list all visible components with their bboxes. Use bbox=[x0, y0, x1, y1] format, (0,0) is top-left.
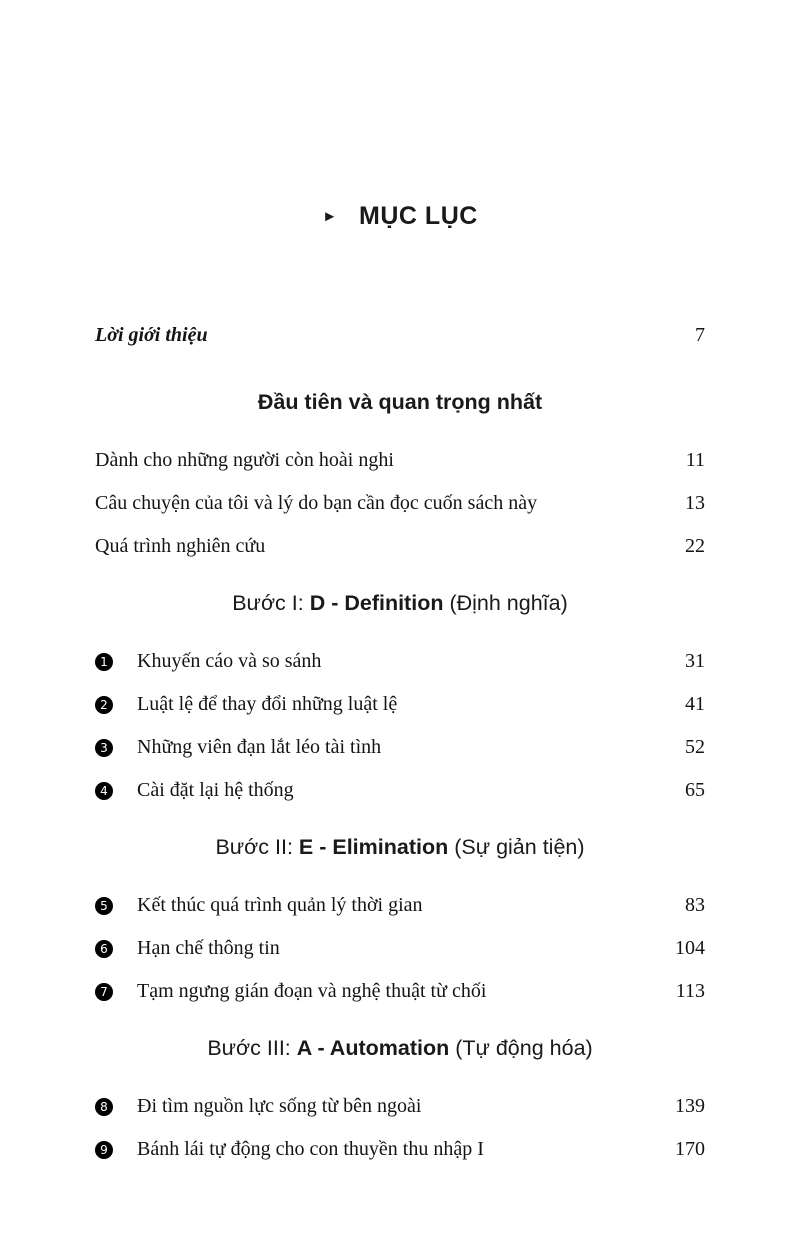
toc-entry bbox=[95, 893, 705, 917]
numbered-circle-icon: 6 bbox=[95, 940, 113, 958]
toc-entry bbox=[95, 936, 705, 960]
entry-label: Cài đặt lại hệ thống bbox=[137, 779, 294, 801]
numbered-circle-icon: 2 bbox=[95, 696, 113, 714]
heading-suffix: (Định nghĩa) bbox=[443, 591, 568, 615]
heading-suffix: (Sự giản tiện) bbox=[448, 835, 585, 859]
entry-label: Dành cho những người còn hoài nghi bbox=[95, 449, 394, 471]
numbered-circle-icon: 3 bbox=[95, 739, 113, 757]
section-heading-step2 bbox=[95, 834, 705, 860]
entry-label: Đi tìm nguồn lực sống từ bên ngoài bbox=[137, 1095, 422, 1117]
heading-emphasis: Đầu tiên và quan trọng nhất bbox=[257, 390, 543, 414]
toc-entry bbox=[95, 692, 705, 716]
heading-prefix: Bước I: bbox=[232, 591, 310, 615]
entry-page-number: 13 bbox=[685, 492, 705, 514]
entry-page-number: 11 bbox=[685, 449, 705, 471]
triangle-bullet-icon: ► bbox=[322, 208, 338, 225]
entry-page-number: 22 bbox=[685, 535, 705, 557]
toc-entry bbox=[95, 778, 705, 802]
entry-page-number: 104 bbox=[675, 937, 705, 959]
heading-prefix: Bước III: bbox=[207, 1036, 297, 1060]
section-heading-first bbox=[95, 389, 705, 415]
toc-entry bbox=[95, 448, 705, 472]
heading-suffix: (Tự động hóa) bbox=[449, 1036, 593, 1060]
entry-label: Lời giới thiệu bbox=[95, 324, 208, 346]
entry-label: Những viên đạn lắt léo tài tình bbox=[137, 736, 382, 758]
toc-entry bbox=[95, 979, 705, 1003]
entry-page-number: 31 bbox=[685, 650, 705, 672]
heading-emphasis: A - Automation bbox=[296, 1036, 450, 1060]
numbered-circle-icon: 7 bbox=[95, 983, 113, 1001]
entry-label: Kết thúc quá trình quản lý thời gian bbox=[137, 894, 423, 916]
entry-page-number: 139 bbox=[675, 1095, 705, 1117]
heading-prefix: Bước II: bbox=[215, 835, 299, 859]
toc-entry bbox=[95, 491, 705, 515]
toc-entry-intro bbox=[95, 323, 705, 347]
numbered-circle-icon: 8 bbox=[95, 1098, 113, 1116]
entry-label: Tạm ngưng gián đoạn và nghệ thuật từ chối bbox=[137, 980, 487, 1002]
toc-entry bbox=[95, 534, 705, 558]
entry-label: Quá trình nghiên cứu bbox=[95, 535, 266, 557]
toc-entry bbox=[95, 1094, 705, 1118]
entry-page-number: 65 bbox=[685, 779, 705, 801]
toc-entry bbox=[95, 735, 705, 759]
entry-page-number: 170 bbox=[675, 1138, 705, 1160]
numbered-circle-icon: 1 bbox=[95, 653, 113, 671]
numbered-circle-icon: 9 bbox=[95, 1141, 113, 1159]
numbered-circle-icon: 5 bbox=[95, 897, 113, 915]
entry-page-number: 7 bbox=[695, 324, 705, 346]
numbered-circle-icon: 4 bbox=[95, 782, 113, 800]
entry-label: Bánh lái tự động cho con thuyền thu nhập I bbox=[137, 1138, 484, 1160]
heading-emphasis: D - Definition bbox=[309, 591, 444, 615]
entry-page-number: 113 bbox=[675, 980, 705, 1002]
entry-page-number: 52 bbox=[685, 736, 705, 758]
entry-page-number: 41 bbox=[685, 693, 705, 715]
section-heading-step3 bbox=[95, 1035, 705, 1061]
toc-entry bbox=[95, 1137, 705, 1161]
page-title bbox=[95, 202, 705, 231]
entry-label: Hạn chế thông tin bbox=[137, 937, 280, 959]
page-title-text: MỤC LỤC bbox=[359, 202, 478, 230]
section-heading-step1 bbox=[95, 590, 705, 616]
heading-emphasis: E - Elimination bbox=[298, 835, 449, 859]
entry-label: Luật lệ để thay đổi những luật lệ bbox=[137, 693, 398, 715]
entry-label: Khuyến cáo và so sánh bbox=[137, 650, 322, 672]
entry-page-number: 83 bbox=[685, 894, 705, 916]
toc-entry bbox=[95, 649, 705, 673]
toc-page bbox=[95, 0, 705, 1161]
entry-label: Câu chuyện của tôi và lý do bạn cần đọc cuốn sách này bbox=[95, 492, 538, 514]
